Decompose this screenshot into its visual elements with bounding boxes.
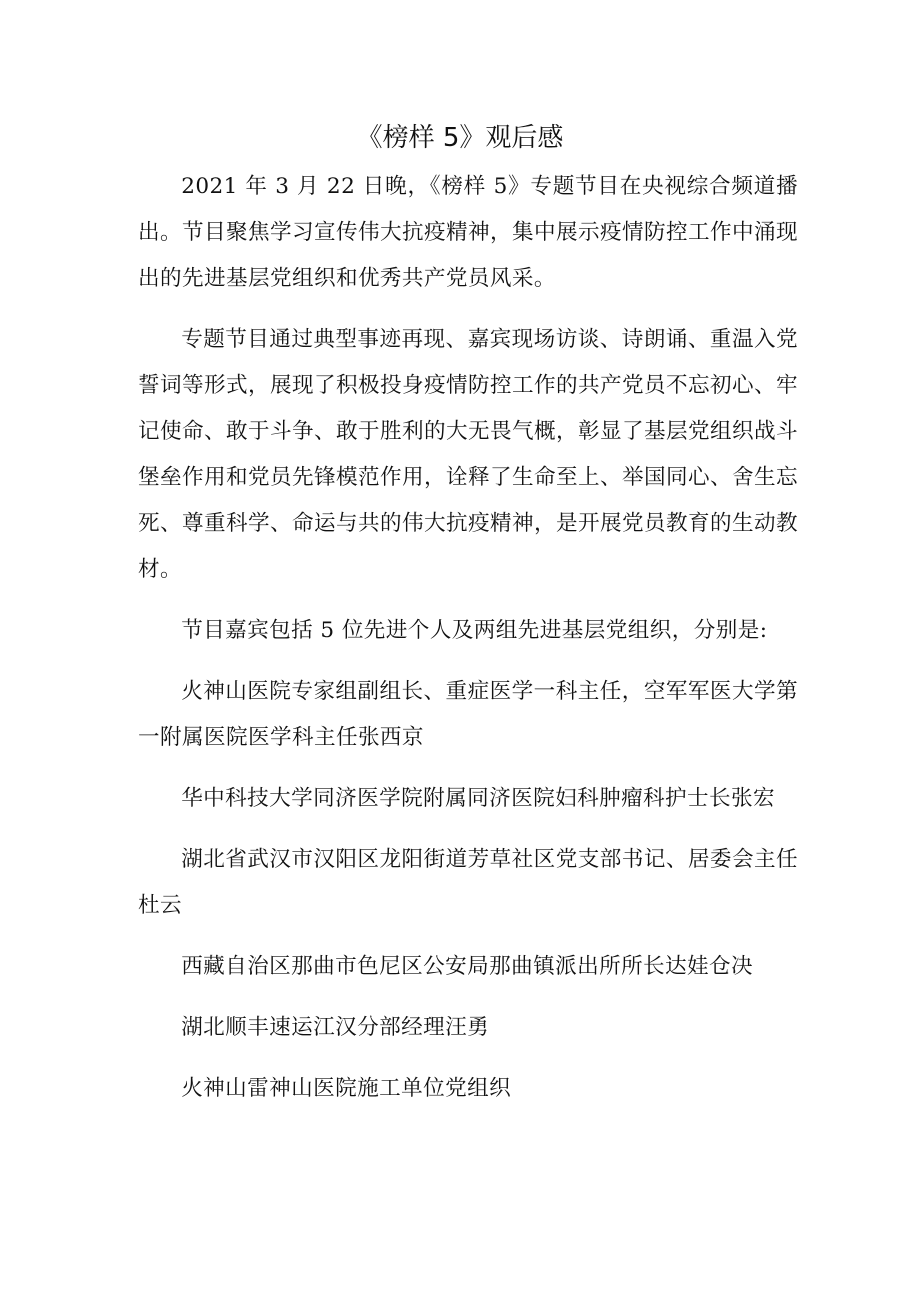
document-title: 《榜样 5》观后感 bbox=[356, 123, 564, 153]
paragraph-broadcast-intro: 2021 年 3 月 22 日晚，《榜样 5》专题节目在央视综合频道播出。节目聚焦学习宣传伟大抗疫精神，集中展示疫情防控工作中涌现出的先进基层党组织和优秀共产党员风采。 bbox=[138, 174, 798, 291]
paragraph-guest-zhang-hong: 华中科技大学同济医学院附属同济医院妇科肿瘤科护士长张宏 bbox=[181, 786, 776, 811]
paragraph-guest-dawa-cangjue: 西藏自治区那曲市色尼区公安局那曲镇派出所所长达娃仓决 bbox=[181, 954, 754, 979]
paragraph-guest-zhang-xijing: 火神山医院专家组副组长、重症医学一科主任，空军军医大学第一附属医院医学科主任张西京 bbox=[138, 679, 798, 750]
paragraph-guests-intro: 节目嘉宾包括 5 位先进个人及两组先进基层党组织，分别是: bbox=[181, 618, 768, 643]
paragraph-guest-construction-party: 火神山雷神山医院施工单位党组织 bbox=[181, 1076, 512, 1101]
paragraph-guest-wang-yong: 湖北顺丰速运江汉分部经理汪勇 bbox=[181, 1015, 490, 1040]
paragraph-guest-du-yun: 湖北省武汉市汉阳区龙阳街道芳草社区党支部书记、居委会主任杜云 bbox=[138, 847, 798, 918]
document-body bbox=[138, 164, 798, 1127]
paragraph-program-content: 专题节目通过典型事迹再现、嘉宾现场访谈、诗朗诵、重温入党誓词等形式，展现了积极投身疫情防控工作的共产党员不忘初心、牢记使命、敢于斗争、敢于胜利的大无畏气概，彰显了基层党组织战斗堡垒作用和党员先锋模范作用，诠释了生命至上、举国同心、舍生忘死、尊重科学、命运与共的伟大抗疫精神，是开展党员教育的生动教材。 bbox=[138, 327, 798, 582]
